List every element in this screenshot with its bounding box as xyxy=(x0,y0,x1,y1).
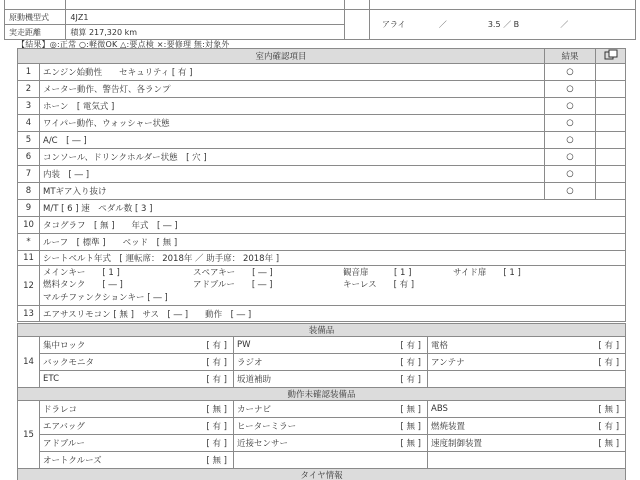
row-text: 内装 [ ― ] xyxy=(40,166,545,183)
equipment-name: 速度制御装置 xyxy=(428,435,565,452)
alignment-sep: ／ xyxy=(438,20,447,29)
equipment-name: ETC xyxy=(40,371,174,388)
result-legend: 【結果】◎:正常 ○:軽微OK △:要点検 ×:要修理 無:対象外 xyxy=(17,40,230,49)
equipment-name: 電格 xyxy=(428,337,565,354)
equipment-name: ヒーターミラー xyxy=(234,418,368,435)
equipment-name: 坂道補助 xyxy=(234,371,368,388)
section-number: 15 xyxy=(18,401,40,469)
equipment-value xyxy=(565,452,626,469)
row-text: エンジン始動性 セキュリティ [ 有 ] xyxy=(40,64,545,81)
equipment-name: カーナビ xyxy=(234,401,368,418)
interior-row xyxy=(18,166,626,183)
row-text: ワイパー動作、ウォッシャー状態 xyxy=(40,115,545,132)
key-info-cell xyxy=(40,266,626,306)
model-label: 原動機型式 xyxy=(5,10,66,25)
interior-row xyxy=(18,149,626,166)
equipment-row xyxy=(18,354,626,371)
equipment-name: エアバッグ xyxy=(40,418,174,435)
equipment-value: [ 無 ] xyxy=(565,401,626,418)
row-text: ホーン [ 電気式 ] xyxy=(40,98,545,115)
equipment-value: [ 無 ] xyxy=(368,435,428,452)
key-line-1 xyxy=(43,267,622,280)
interior-row xyxy=(18,132,626,149)
unconfirmed-title: 動作未確認装備品 xyxy=(18,388,626,401)
result-mark: ○ xyxy=(545,64,596,81)
row-text: メーター動作、警告灯、各ランプ xyxy=(40,81,545,98)
result-mark: ○ xyxy=(545,81,596,98)
interior-row xyxy=(18,115,626,132)
row-number: 4 xyxy=(18,115,40,132)
equipment-name: オートクルーズ xyxy=(40,452,174,469)
result-mark: ○ xyxy=(545,98,596,115)
equipment-row xyxy=(18,371,626,388)
interior-check-table xyxy=(17,48,626,322)
vehicle-info-table xyxy=(4,0,636,40)
equipment-name xyxy=(234,452,368,469)
row-number: 11 xyxy=(18,251,40,266)
equipment-name: 集中ロック xyxy=(40,337,174,354)
row-number: 1 xyxy=(18,64,40,81)
interior-row xyxy=(18,64,626,81)
row-number: 3 xyxy=(18,98,40,115)
equipment-value: [ 有 ] xyxy=(174,354,234,371)
empty-cell xyxy=(596,64,626,81)
empty-cell xyxy=(596,98,626,115)
model-value: 4JZ1 xyxy=(66,10,344,25)
empty-cell xyxy=(596,183,626,200)
equipment-name: ラジオ xyxy=(234,354,368,371)
unconfirmed-row xyxy=(18,418,626,435)
tire-title: タイヤ情報 xyxy=(18,469,626,480)
row-text: シートベルト年式 [ 運転席： 2018年 ／ 助手席： 2018年 ] xyxy=(40,251,626,266)
equipment-value: [ 有 ] xyxy=(368,337,428,354)
interior-row xyxy=(18,183,626,200)
equipment-value: [ 無 ] xyxy=(368,401,428,418)
unconfirmed-row xyxy=(18,401,626,418)
row-number: 7 xyxy=(18,166,40,183)
equipment-name xyxy=(428,371,565,388)
result-mark: ○ xyxy=(545,149,596,166)
spacer-cell xyxy=(344,10,369,40)
result-mark: ○ xyxy=(545,183,596,200)
empty-cell xyxy=(596,132,626,149)
section-number: 14 xyxy=(18,337,40,388)
row-text: M/T [ 6 ] 速 ペダル数 [ 3 ] xyxy=(40,200,626,217)
equipment-value: [ 無 ] xyxy=(174,401,234,418)
equipment-value: [ 有 ] xyxy=(174,418,234,435)
unconfirmed-row xyxy=(18,435,626,452)
row-number: 8 xyxy=(18,183,40,200)
mileage-label: 実走距離 xyxy=(5,25,66,40)
equipment-value: [ 有 ] xyxy=(174,371,234,388)
key-line-2 xyxy=(43,279,622,292)
hidden-cell xyxy=(344,0,369,10)
equipment-name: ドラレコ xyxy=(40,401,174,418)
interior-row xyxy=(18,81,626,98)
row-text: MTギア入り抜け xyxy=(40,183,545,200)
key-item: 燃料タンク [ ― ] xyxy=(43,280,123,291)
equipment-name: アドブルー xyxy=(40,435,174,452)
key-item: サイド扉 [ 1 ] xyxy=(453,267,521,278)
equipment-value xyxy=(368,452,428,469)
equipment-name: PW xyxy=(234,337,368,354)
copy-icon xyxy=(604,49,618,60)
empty-cell xyxy=(596,149,626,166)
equipment-row xyxy=(18,337,626,354)
equipment-value: [ 有 ] xyxy=(174,435,234,452)
row-text: コンソール、ドリンクホルダー状態 [ 穴 ] xyxy=(40,149,545,166)
row-number: * xyxy=(18,234,40,251)
row-text: エアサスリモコン [ 無 ] サス [ ― ] 動作 [ ― ] xyxy=(40,306,626,322)
interior-title: 室内確認項目 xyxy=(18,49,545,64)
empty-cell xyxy=(596,81,626,98)
equipment-value: [ 無 ] xyxy=(565,435,626,452)
row-text: ルーフ [ 標準 ] ベッド [ 無 ] xyxy=(40,234,626,251)
row-number: 9 xyxy=(18,200,40,217)
alignment-end: ／ xyxy=(560,20,569,29)
equipment-name: バックモニタ xyxy=(40,354,174,371)
result-mark: ○ xyxy=(545,115,596,132)
equipment-name: 近接センサー xyxy=(234,435,368,452)
alignment-value: 3.5 ／ B xyxy=(487,20,520,29)
result-mark: ○ xyxy=(545,132,596,149)
row-number: 2 xyxy=(18,81,40,98)
equipment-table xyxy=(17,323,626,480)
copy-cell xyxy=(596,49,626,64)
equipment-value: [ 無 ] xyxy=(368,418,428,435)
key-line-3: マルチファンクションキー [ ― ] xyxy=(43,292,168,303)
unconfirmed-row xyxy=(18,452,626,469)
row-text: タコグラフ [ 無 ] 年式 [ ― ] xyxy=(40,217,626,234)
equipment-value: [ 有 ] xyxy=(565,418,626,435)
hidden-cell xyxy=(5,0,66,10)
row-number: 10 xyxy=(18,217,40,234)
equipment-value: [ 有 ] xyxy=(368,371,428,388)
equipment-name xyxy=(428,452,565,469)
row-number: 6 xyxy=(18,149,40,166)
row-number: 13 xyxy=(18,306,40,322)
interior-row xyxy=(18,98,626,115)
equipment-value xyxy=(565,371,626,388)
hidden-cell xyxy=(66,0,344,10)
key-item: メインキー [ 1 ] xyxy=(43,267,120,278)
row-text: A/C [ ― ] xyxy=(40,132,545,149)
key-item: スペアキー [ ― ] xyxy=(193,267,273,278)
alignment-label: アライ xyxy=(381,20,406,29)
equipment-value: [ 無 ] xyxy=(174,452,234,469)
empty-cell xyxy=(596,115,626,132)
equipment-value: [ 有 ] xyxy=(174,337,234,354)
equipment-name: ABS xyxy=(428,401,565,418)
equipment-title: 装備品 xyxy=(18,324,626,337)
equipment-value: [ 有 ] xyxy=(368,354,428,371)
result-mark: ○ xyxy=(545,166,596,183)
mileage-value: 積算 217,320 km xyxy=(66,25,344,40)
key-item: キーレス [ 有 ] xyxy=(343,280,415,291)
key-item: 観音扉 [ 1 ] xyxy=(343,267,412,278)
equipment-name: 燃焼装置 xyxy=(428,418,565,435)
row-number: 12 xyxy=(18,266,40,306)
result-header: 結果 xyxy=(545,49,596,64)
empty-cell xyxy=(596,166,626,183)
equipment-value: [ 有 ] xyxy=(565,337,626,354)
equipment-value: [ 有 ] xyxy=(565,354,626,371)
hidden-cell xyxy=(369,0,635,10)
key-item: アドブルー [ ― ] xyxy=(193,280,273,291)
equipment-name: アンテナ xyxy=(428,354,565,371)
row-number: 5 xyxy=(18,132,40,149)
alignment-cell xyxy=(369,10,635,40)
